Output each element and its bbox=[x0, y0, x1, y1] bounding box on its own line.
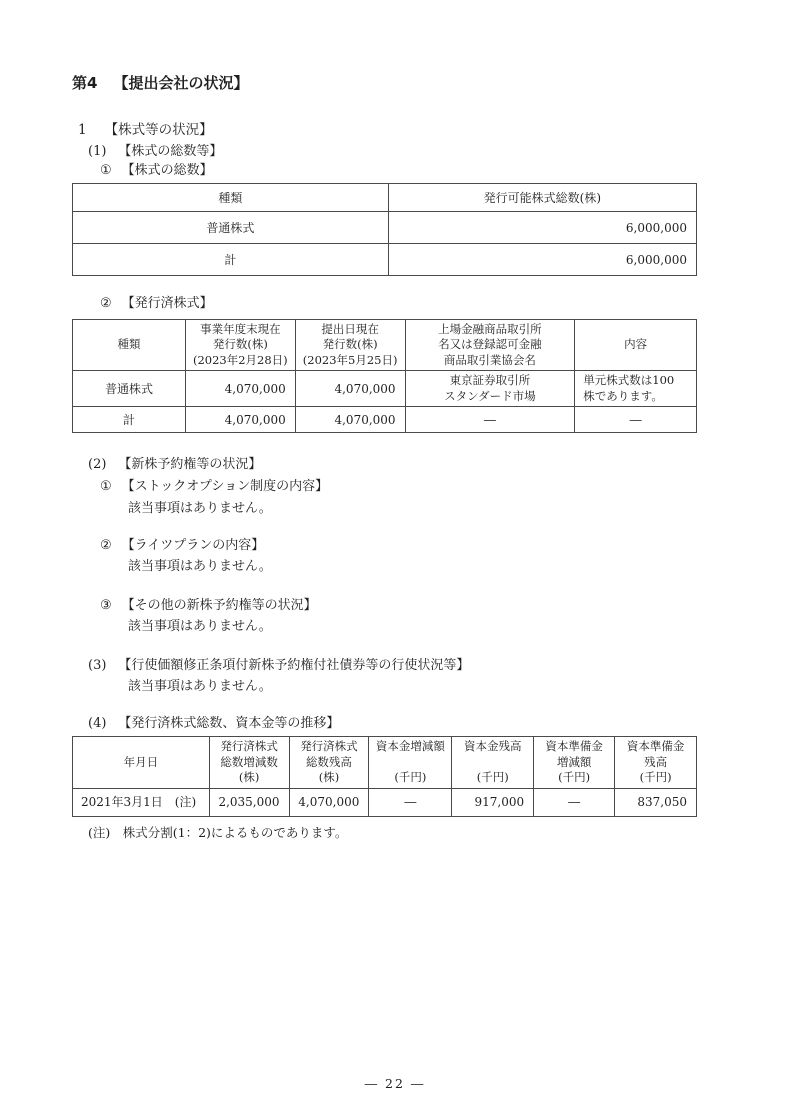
col-header-reserve-change: 資本準備金 増減額 (千円) bbox=[534, 737, 615, 789]
item-number: ② bbox=[100, 537, 112, 553]
col-header-shares-balance: 発行済株式 総数残高 (株) bbox=[289, 737, 369, 789]
item-heading-rights-plan bbox=[72, 538, 697, 554]
cell-share-type: 普通株式 bbox=[73, 371, 186, 407]
col-header-type: 種類 bbox=[73, 184, 389, 212]
section-title: 【株式等の状況】 bbox=[104, 122, 213, 138]
cell-dash: ― bbox=[405, 407, 575, 433]
table-row bbox=[73, 212, 697, 244]
col-header-reserve-balance: 資本準備金 残高 (千円) bbox=[615, 737, 697, 789]
cell-total-count: 6,000,000 bbox=[388, 244, 696, 276]
table-header-row bbox=[73, 184, 697, 212]
col-header-type: 種類 bbox=[73, 319, 186, 371]
subsection-title: 【発行済株式総数、資本金等の推移】 bbox=[118, 716, 340, 732]
cell-reserve-balance: 837,050 bbox=[615, 788, 697, 816]
chapter-heading bbox=[72, 74, 697, 92]
not-applicable-note: 該当事項はありません。 bbox=[128, 679, 272, 695]
subsection-number: (1) bbox=[88, 143, 107, 159]
subsection-heading-capital-history bbox=[72, 716, 697, 732]
not-applicable-note: 該当事項はありません。 bbox=[128, 500, 272, 516]
subsection-title: 【行使価額修正条項付新株予約権付社債券等の行使状況等】 bbox=[118, 657, 470, 673]
cell-shares-balance: 4,070,000 bbox=[289, 788, 369, 816]
item-number: ① bbox=[100, 163, 112, 179]
col-header-shares-change: 発行済株式 総数増減数 (株) bbox=[209, 737, 289, 789]
table-capital-history bbox=[72, 736, 697, 817]
item-number: ① bbox=[100, 479, 112, 495]
cell-reserve-change: ― bbox=[534, 788, 615, 816]
col-header-date: 年月日 bbox=[73, 737, 210, 789]
cell-description: 単元株式数は100 株であります。 bbox=[575, 371, 697, 407]
cell-capital-balance: 917,000 bbox=[452, 788, 534, 816]
page-number: ― 22 ― bbox=[364, 1076, 426, 1091]
cell-authorized-count: 6,000,000 bbox=[388, 212, 696, 244]
subsection-number: (3) bbox=[88, 657, 107, 673]
cell-filing-date-total: 4,070,000 bbox=[295, 407, 405, 433]
section-heading-stock bbox=[72, 122, 697, 139]
not-applicable-note: 該当事項はありません。 bbox=[128, 618, 272, 634]
subsection-heading-exercise-status bbox=[72, 658, 697, 674]
subsection-number: (2) bbox=[88, 457, 107, 473]
not-applicable-note: 該当事項はありません。 bbox=[128, 558, 272, 574]
item-title: 【発行済株式】 bbox=[121, 296, 213, 312]
chapter-title: 【提出会社の状況】 bbox=[113, 74, 249, 92]
item-heading-issued-shares bbox=[72, 296, 697, 312]
item-title: 【ストックオプション制度の内容】 bbox=[121, 479, 329, 495]
cell-event-date: 2021年3月1日 (注) bbox=[73, 788, 210, 816]
cell-dash: ― bbox=[575, 407, 697, 433]
item-title: 【株式の総数】 bbox=[121, 163, 213, 179]
col-header-description: 内容 bbox=[575, 319, 697, 371]
cell-exchange-name: 東京証券取引所 スタンダード市場 bbox=[405, 371, 575, 407]
cell-filing-date-count: 4,070,000 bbox=[295, 371, 405, 407]
item-title: 【その他の新株予約権等の状況】 bbox=[121, 597, 317, 613]
col-header-capital-change: 資本金増減額 (千円) bbox=[369, 737, 452, 789]
table-row-total bbox=[73, 244, 697, 276]
section-number: 1 bbox=[78, 122, 87, 138]
item-heading-stock-option bbox=[72, 479, 697, 495]
cell-capital-change: ― bbox=[369, 788, 452, 816]
col-header-filing-date: 提出日現在 発行数(株) (2023年5月25日) bbox=[295, 319, 405, 371]
cell-total-label: 計 bbox=[73, 244, 389, 276]
subsection-title: 【新株予約権等の状況】 bbox=[118, 457, 262, 473]
item-number: ② bbox=[100, 296, 112, 312]
chapter-number: 第4 bbox=[72, 74, 98, 92]
item-heading-other-warrants bbox=[72, 598, 697, 614]
subsection-number: (4) bbox=[88, 716, 107, 732]
table-issued-shares bbox=[72, 319, 697, 434]
col-header-capital-balance: 資本金残高 (千円) bbox=[452, 737, 534, 789]
subsection-title: 【株式の総数等】 bbox=[118, 143, 223, 159]
item-number: ③ bbox=[100, 597, 112, 613]
table-row-total bbox=[73, 407, 697, 433]
table-row-capital-event bbox=[73, 788, 697, 816]
cell-share-type: 普通株式 bbox=[73, 212, 389, 244]
col-header-exchange: 上場金融商品取引所 名又は登録認可金融 商品取引業協会名 bbox=[405, 319, 575, 371]
col-header-authorized: 発行可能株式総数(株) bbox=[388, 184, 696, 212]
cell-shares-change: 2,035,000 bbox=[209, 788, 289, 816]
item-title: 【ライツプランの内容】 bbox=[121, 537, 265, 553]
cell-total-label: 計 bbox=[73, 407, 186, 433]
item-heading-total-shares bbox=[72, 163, 697, 179]
table-header-row bbox=[73, 737, 697, 789]
table-authorized-shares bbox=[72, 183, 697, 276]
table-header-row bbox=[73, 319, 697, 371]
stock-split-footnote: (注) 株式分割(1：2)によるものであります。 bbox=[88, 824, 348, 840]
col-header-fy-end: 事業年度末現在 発行数(株) (2023年2月28日) bbox=[185, 319, 295, 371]
cell-fy-end-count: 4,070,000 bbox=[185, 371, 295, 407]
subsection-heading-share-total bbox=[72, 144, 697, 160]
subsection-heading-warrants bbox=[72, 457, 697, 473]
cell-fy-end-total: 4,070,000 bbox=[185, 407, 295, 433]
table-row-common-stock bbox=[73, 371, 697, 407]
